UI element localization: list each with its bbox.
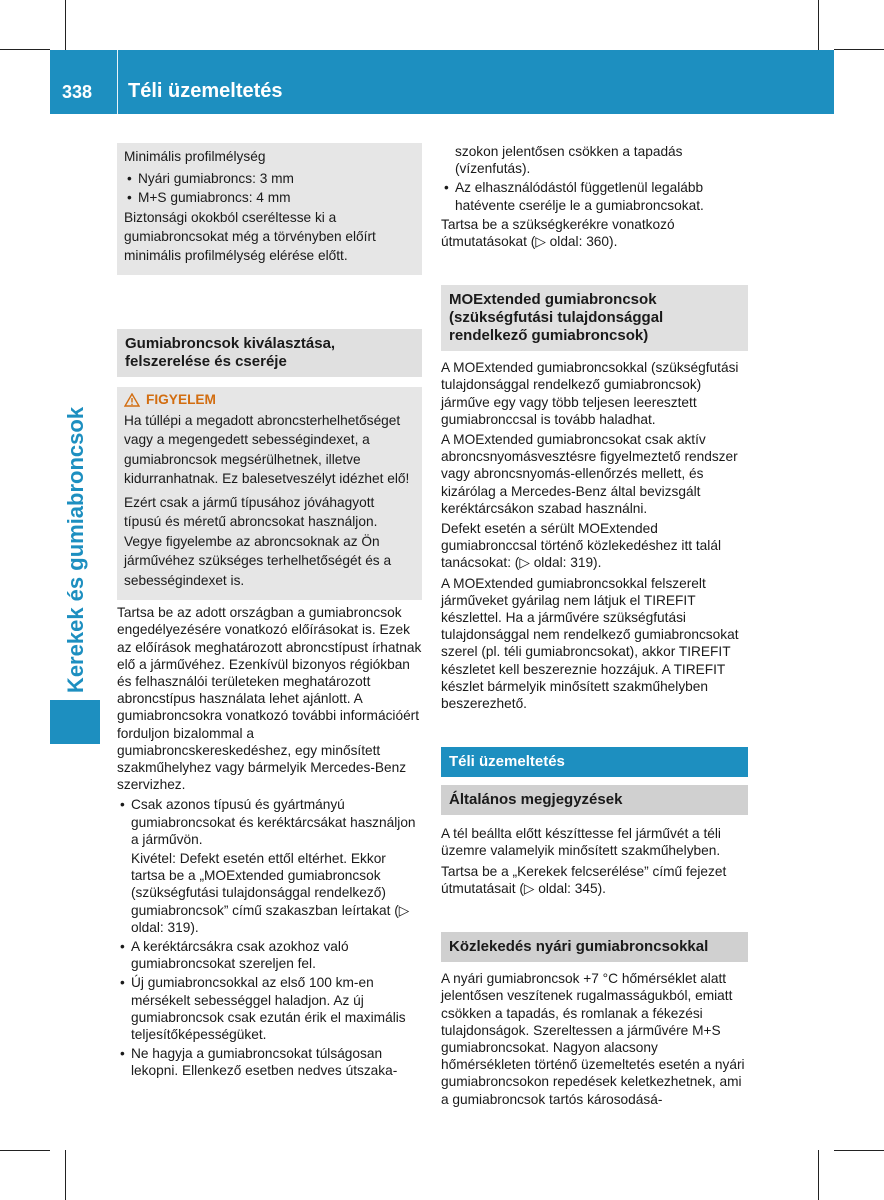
body-text: Tartsa be az adott országban a gumiabroncsok engedélyezésére vonatkozó előírásokat is. Ezek az előírások meghatározott abroncstípust írhatnak elő a járművéhez. Ezenkívül bizonyos régiókban és felhasználói területeken meghatározott abroncstípus használata lehet ajánlott. A gumiabroncsokra vonatkozó további információért forduljon bizalommal a gumiabroncskereskedéshez, egy minősített szakműhelyhez vagy bármelyik Mercedes-Benz szervizhez. — [117, 605, 422, 793]
list-item-note: Kivétel: Defekt esetén ettől eltérhet. Ekkor tartsa be a „MOExtended gumiabroncsok (szükségfutási tulajdonsággal rendelkező) gumiabroncsok” című szakaszban leírtakat (▷ oldal: 319). — [131, 850, 410, 935]
left-column — [117, 143, 422, 1082]
warning-triangle-icon — [124, 393, 140, 407]
list-item: • Új gumiabroncsokkal az első 100 km-en mérsékelt sebességgel haladjon. Az új gumiabroncsok csak ezután érik el maximális teljesítőképességüket. — [120, 975, 406, 1042]
crop-mark — [0, 1150, 50, 1151]
body-list — [117, 796, 422, 1079]
subsection-heading: Közlekedés nyári gumiabroncsokkal — [441, 932, 748, 964]
right-column — [441, 143, 748, 1111]
crop-mark — [65, 0, 66, 50]
body-text: A tél beállta előtt készíttesse fel járművét a téli üzemre valamelyik minősített szakműhelyben. — [441, 826, 721, 859]
section-heading: MOExtended gumiabroncsok (szükségfutási tulajdonsággal rendelkező gumiabroncsok) — [441, 285, 748, 353]
chapter-side-label: Kerekek és gumiabroncsok — [63, 406, 88, 694]
body-text: A MOExtended gumiabroncsokat csak aktív abroncsnyomásvesztésre figyelmeztető rendszer vagy abroncsnyomás-ellenőrzés mellett, és kizárólag a Mercedes-Benz által bevizsgált keréktárcsákon szabad használni. — [441, 432, 738, 516]
warning-box — [117, 387, 422, 600]
crop-mark — [65, 1150, 66, 1200]
list-item: • Az elhasználódástól függetlenül legalább hatévente cserélje le a gumiabroncsokat. — [444, 180, 704, 213]
crop-mark — [834, 1150, 884, 1151]
subsection-heading: Általános megjegyzések — [441, 785, 748, 817]
info-box-list — [124, 170, 415, 206]
chapter-tab-marker — [50, 700, 100, 744]
body-text: A nyári gumiabroncsok +7 °C hőmérséklet alatt jelentősen veszítenek rugalmasságukból, emiatt csökken a tapadás, és romlanak a fékezési tulajdonságok. Szereltessen a járművére M+S gumiabroncsokat. Nagyon alacsony hőmérsékleten történő üzemeltetés esetén a nyári gumiabroncsokon repedések keletkezhetnek, ami a gumiabroncsok tartós károsodásá- — [441, 971, 745, 1107]
warning-label: FIGYELEM — [146, 392, 216, 408]
info-box-text: Biztonsági okokból cseréltesse ki a gumiabroncsokat még a törvényben előírt minimális profilmélység elérése előtt. — [124, 210, 376, 264]
info-box — [117, 143, 422, 275]
crop-mark — [0, 49, 50, 50]
body-text: Tartsa be a „Kerekek felcserélése” című fejezet útmutatásait (▷ oldal: 345). — [441, 863, 727, 896]
section-heading: Gumiabroncsok kiválasztása, felszerelése és cseréje — [117, 329, 422, 379]
body-text: A MOExtended gumiabroncsokkal (szükségfutási tulajdonsággal rendelkező gumiabroncsok) járműve egy vagy több teljesen leeresztett gumiabronccsal is tovább haladhat. — [441, 360, 739, 427]
header-separator — [117, 50, 118, 114]
body-text: Tartsa be a szükségkerékre vonatkozó útmutatásokat (▷ oldal: 360). — [441, 216, 675, 250]
list-item: • Csak azonos típusú és gyártmányú gumiabroncsokat és keréktárcsákat használjon a járművön. Kivétel: Defekt esetén ettől eltérhet. Ekkor tartsa be a „MOExtended gumiabroncsok (szükségfutási tulajdonsággal rendelkező) gumiabroncsok” című szakaszban leírtakat (▷ oldal: 319). — [117, 796, 422, 936]
body-text: Defekt esetén a sérült MOExtended gumiabronccsal történő közlekedéshez itt talál tanácsokat: (▷ oldal: 319). — [441, 521, 721, 571]
body-text: A MOExtended gumiabroncsokkal felszerelt járműveket gyárilag nem látjuk el TIREFIT készlettel. Ha a járművére szükségfutási tulajdonsággal nem rendelkező gumiabroncsokat szerel (pl. téli gumiabroncsokat), akkor TIREFIT készletet kell beszereznie hozzájuk. A TIREFIT készlet bármelyik minősített szakműhelyben beszerezhető. — [441, 575, 739, 712]
list-item: • A keréktárcsákra csak azokhoz való gumiabroncsokat szereljen fel. — [120, 938, 349, 972]
crop-mark — [834, 49, 884, 50]
crop-mark — [818, 0, 819, 50]
warning-text: Ezért csak a jármű típusához jóváhagyott típusú és méretű abroncsokat használjon. Vegye figyelembe az abroncsoknak az Ön járművéhez szükséges terhelhetőségét és a sebességindexet is. — [124, 494, 392, 588]
section-heading: Téli üzemeltetés — [441, 747, 748, 779]
warning-title — [124, 391, 415, 408]
list-item: • Nyári gumiabroncs: 3 mm — [127, 171, 294, 186]
list-item: szokon jelentősen csökken a tapadás (vízenfutás). — [455, 144, 683, 177]
warning-text: Ha túllépi a megadott abroncsterhelhetőséget vagy a megengedett sebességindexet, a gumiabroncsok megsérülhetnek, illetve kidurranhatnak. Ez balesetveszélyt idézhet elő! — [124, 412, 410, 487]
crop-mark — [818, 1150, 819, 1200]
continued-list — [441, 143, 748, 214]
list-item: • M+S gumiabroncs: 4 mm — [127, 190, 291, 206]
page-title: Téli üzemeltetés — [128, 80, 283, 102]
list-item: • Ne hagyja a gumiabroncsokat túlságosan lekopni. Ellenkező esetben nedves útszaka- — [120, 1046, 398, 1079]
page-number: 338 — [62, 82, 93, 102]
info-box-title: Minimális profilmélység — [124, 149, 266, 164]
